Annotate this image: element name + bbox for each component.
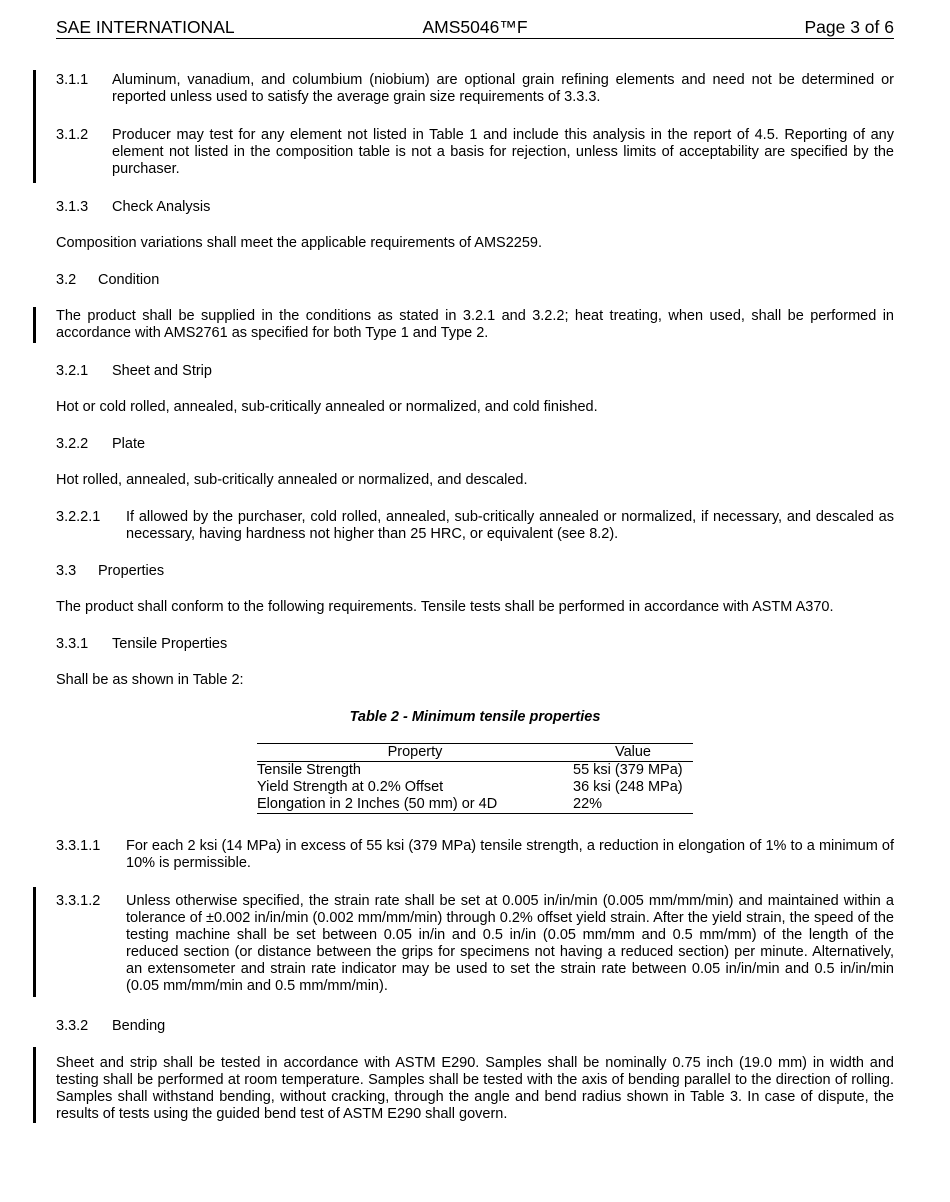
table-cell: 36 ksi (248 MPa)	[573, 779, 683, 795]
section-body: The product shall be supplied in the conditions as stated in 3.2.1 and 3.2.2; heat treating, when used, shall be performed in accordance with AMS2761 as specified for both Type 1 and Type 2.	[56, 308, 894, 341]
section-text: Unless otherwise specified, the strain rate shall be set at 0.005 in/in/min (0.005 mm/mm/min) and maintained within a tolerance of ±0.002 in/in/min (0.002 mm/mm/min) through 0.2% offset yield strain. After the yield strain, the speed of the testing machine shall be set between 0.05 in/in and 0.5 in/in (0.05 mm/mm and 0.5 mm/mm) of the length of the reduced section (or distance between the grips for specimens not having a reduced section) per minute. Alternatively, an extensometer and strain rate indicator may be used to set the strain rate between 0.05 in/in/min and 0.5 in/in/min (0.05 mm/mm/min and 0.5 mm/mm/min).	[126, 893, 894, 994]
section-number: 3.2.2	[56, 436, 89, 452]
table-header-row	[257, 744, 693, 762]
section-text: Producer may test for any element not listed in Table 1 and include this analysis in the report of 4.5. Reporting of any element not listed in the composition table is not a basis for rejection, unless limits of acceptability are specified by the purchaser.	[112, 127, 894, 177]
tensile-properties-table	[257, 743, 693, 814]
section-title: Plate	[112, 436, 146, 452]
section-number: 3.2.2.1	[56, 509, 101, 525]
section-number: 3.3.1.2	[56, 893, 101, 909]
section-title: Check Analysis	[112, 199, 211, 215]
section-text: Aluminum, vanadium, and columbium (niobium) are optional grain refining elements and need not be determined or reported unless used to satisfy the average grain size requirements of 3.3.3.	[112, 72, 894, 105]
change-bar	[33, 70, 36, 183]
table-cell: Yield Strength at 0.2% Offset	[257, 779, 444, 795]
section-title: Sheet and Strip	[112, 363, 212, 379]
section-number: 3.3.2	[56, 1018, 89, 1034]
header-page-number: Page 3 of 6	[804, 17, 894, 37]
table-cell: Elongation in 2 Inches (50 mm) or 4D	[257, 796, 573, 814]
section-number: 3.3.1.1	[56, 838, 101, 854]
change-bar	[33, 307, 36, 343]
table-cell: 55 ksi (379 MPa)	[573, 762, 683, 778]
section-body: Shall be as shown in Table 2:	[56, 672, 244, 688]
section-body: Composition variations shall meet the applicable requirements of AMS2259.	[56, 235, 543, 251]
header-org: SAE INTERNATIONAL	[56, 17, 235, 37]
change-bar	[33, 887, 36, 997]
table-caption: Table 2 - Minimum tensile properties	[349, 709, 601, 725]
section-title: Properties	[98, 563, 165, 579]
section-number: 3.2.1	[56, 363, 89, 379]
table-row	[257, 779, 693, 796]
section-number: 3.1.2	[56, 127, 89, 143]
section-number: 3.3.1	[56, 636, 89, 652]
section-text: If allowed by the purchaser, cold rolled, annealed, sub-critically annealed or normalized, if necessary, and descaled as necessary, having hardness not higher than 25 HRC, or equivalent (see 8.2).	[126, 509, 894, 542]
section-body: Hot or cold rolled, annealed, sub-critically annealed or normalized, and cold finished.	[56, 399, 598, 415]
section-title: Condition	[98, 272, 160, 288]
section-title: Tensile Properties	[112, 636, 228, 652]
table-row	[257, 796, 693, 814]
table-cell: Tensile Strength	[257, 762, 361, 778]
section-number: 3.1.1	[56, 72, 89, 88]
section-body: The product shall conform to the following requirements. Tensile tests shall be performed in accordance with ASTM A370.	[56, 599, 834, 615]
table-header-cell: Property	[257, 744, 573, 762]
section-text: For each 2 ksi (14 MPa) in excess of 55 ksi (379 MPa) tensile strength, a reduction in elongation of 1% to a minimum of 10% is permissible.	[126, 838, 894, 871]
section-title: Bending	[112, 1018, 166, 1034]
page-header	[56, 16, 894, 39]
section-number: 3.3	[56, 563, 77, 579]
section-number: 3.1.3	[56, 199, 89, 215]
table-header-cell: Value	[573, 744, 693, 762]
section-body: Sheet and strip shall be tested in accordance with ASTM E290. Samples shall be nominally 0.75 inch (19.0 mm) in width and testing shall be performed at room temperature. Samples shall be tested with the axis of bending parallel to the direction of rolling. Samples shall withstand bending, without cracking, through the angle and bend radius shown in Table 3. In case of dispute, the results of tests using the guided bend test of ASTM E290 shall govern.	[56, 1055, 894, 1122]
section-number: 3.2	[56, 272, 77, 288]
table-cell: 22%	[573, 796, 693, 814]
section-body: Hot rolled, annealed, sub-critically annealed or normalized, and descaled.	[56, 472, 528, 488]
table-row	[257, 762, 693, 780]
header-doc-number: AMS5046™F	[422, 17, 528, 37]
change-bar	[33, 1047, 36, 1123]
